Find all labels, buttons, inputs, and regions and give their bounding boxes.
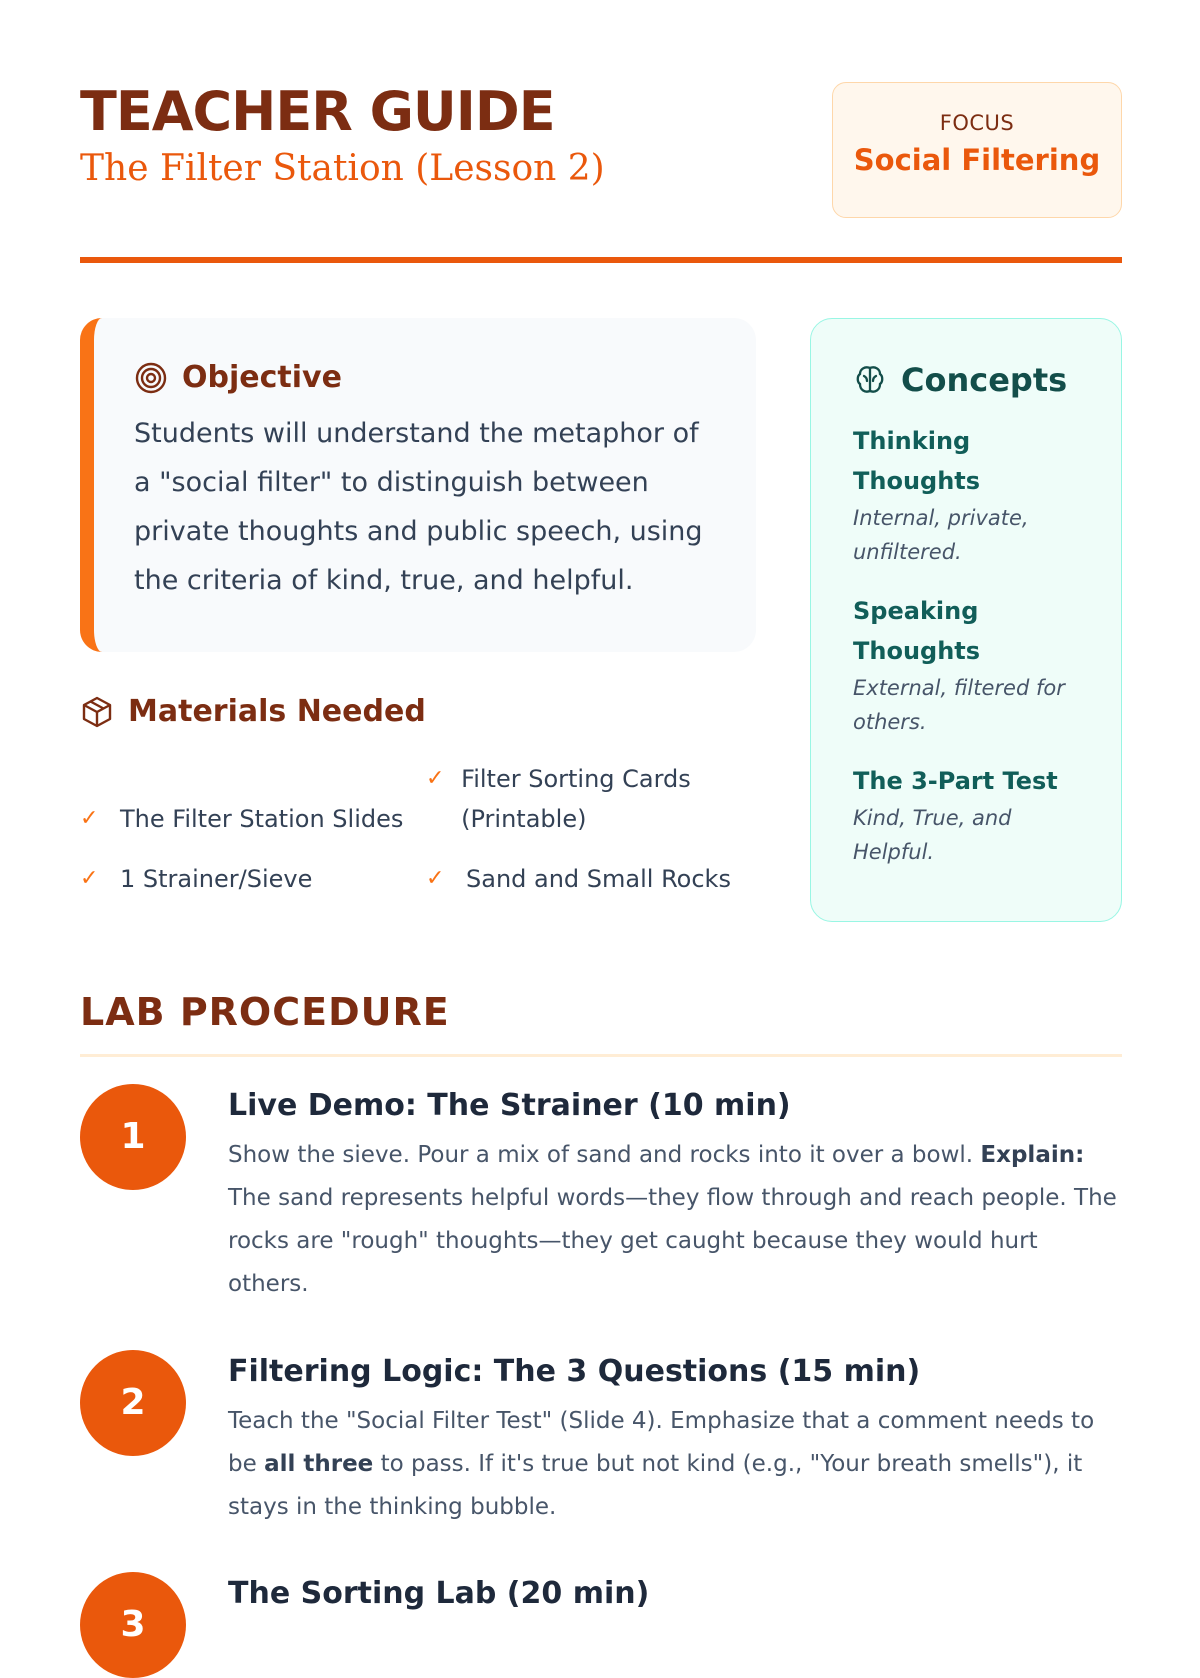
step-title: Filtering Logic: The 3 Questions (15 min) (228, 1354, 921, 1389)
material-item: ✓ Filter Sorting Cards (Printable) (426, 759, 756, 839)
step-text: Show the sieve. Pour a mix of sand and rocks into it over a bowl. Explain: The sand represents helpful words—they flow through and reach people. The rocks are "rough" thoughts—they get caught because they would hurt others. (228, 1142, 1117, 1297)
focus-box (832, 82, 1122, 218)
material-item: ✓ Sand and Small Rocks (426, 859, 756, 899)
concept-item (853, 761, 1083, 869)
target-icon (134, 361, 168, 395)
focus-value: Social Filtering (853, 143, 1101, 177)
materials-section (80, 694, 756, 899)
concept-definition: Internal, private, unfiltered. (853, 506, 1029, 564)
step-title: Live Demo: The Strainer (10 min) (228, 1088, 791, 1123)
concepts-title: Concepts (901, 361, 1068, 399)
procedure-divider (80, 1054, 1122, 1057)
step-number-badge: 3 (80, 1572, 186, 1678)
header (80, 82, 1122, 264)
procedure-step (80, 1084, 1122, 1324)
concept-definition: Kind, True, and Helpful. (853, 806, 1012, 864)
procedure-header (80, 990, 1122, 1034)
procedure-step (80, 1350, 1122, 1550)
focus-label: FOCUS (939, 111, 1015, 135)
header-divider (80, 257, 1122, 263)
concepts-card (810, 318, 1122, 922)
objective-title: Objective (182, 360, 342, 395)
material-item: ✓ The Filter Station Slides (80, 799, 410, 839)
objective-card (80, 318, 756, 652)
step-number-badge: 1 (80, 1084, 186, 1190)
step-title: The Sorting Lab (20 min) (228, 1576, 650, 1611)
concept-item (853, 591, 1083, 739)
box-icon (80, 695, 114, 729)
page-title: TEACHER GUIDE (80, 80, 555, 143)
check-icon: ✓ (426, 766, 445, 791)
concept-item (853, 421, 1083, 569)
page-subtitle: The Filter Station (Lesson 2) (80, 148, 605, 189)
check-icon: ✓ (426, 866, 445, 891)
concept-term: Thinking Thoughts (853, 427, 981, 495)
materials-title: Materials Needed (128, 694, 426, 729)
procedure-title: LAB PROCEDURE (80, 990, 450, 1034)
step-text: Teach the "Social Filter Test" (Slide 4). Emphasize that a comment needs to be all three to pass. If it's true but not kind (e.g., "Your breath smells"), it stays in the thinking bubble. (228, 1408, 1095, 1520)
check-icon: ✓ (80, 866, 99, 891)
objective-text: Students will understand the metaphor of a "social filter" to distinguish between private thoughts and public speech, using the criteria of kind, true, and helpful. (134, 418, 703, 596)
brain-icon (853, 363, 887, 397)
procedure-step (80, 1572, 1122, 1645)
check-icon: ✓ (80, 806, 99, 831)
concept-definition: External, filtered for others. (853, 676, 1065, 734)
step-number-badge: 2 (80, 1350, 186, 1456)
material-item: ✓ 1 Strainer/Sieve (80, 859, 410, 899)
concept-term: The 3-Part Test (853, 767, 1058, 795)
materials-list (80, 759, 756, 899)
concept-term: Speaking Thoughts (853, 597, 981, 665)
